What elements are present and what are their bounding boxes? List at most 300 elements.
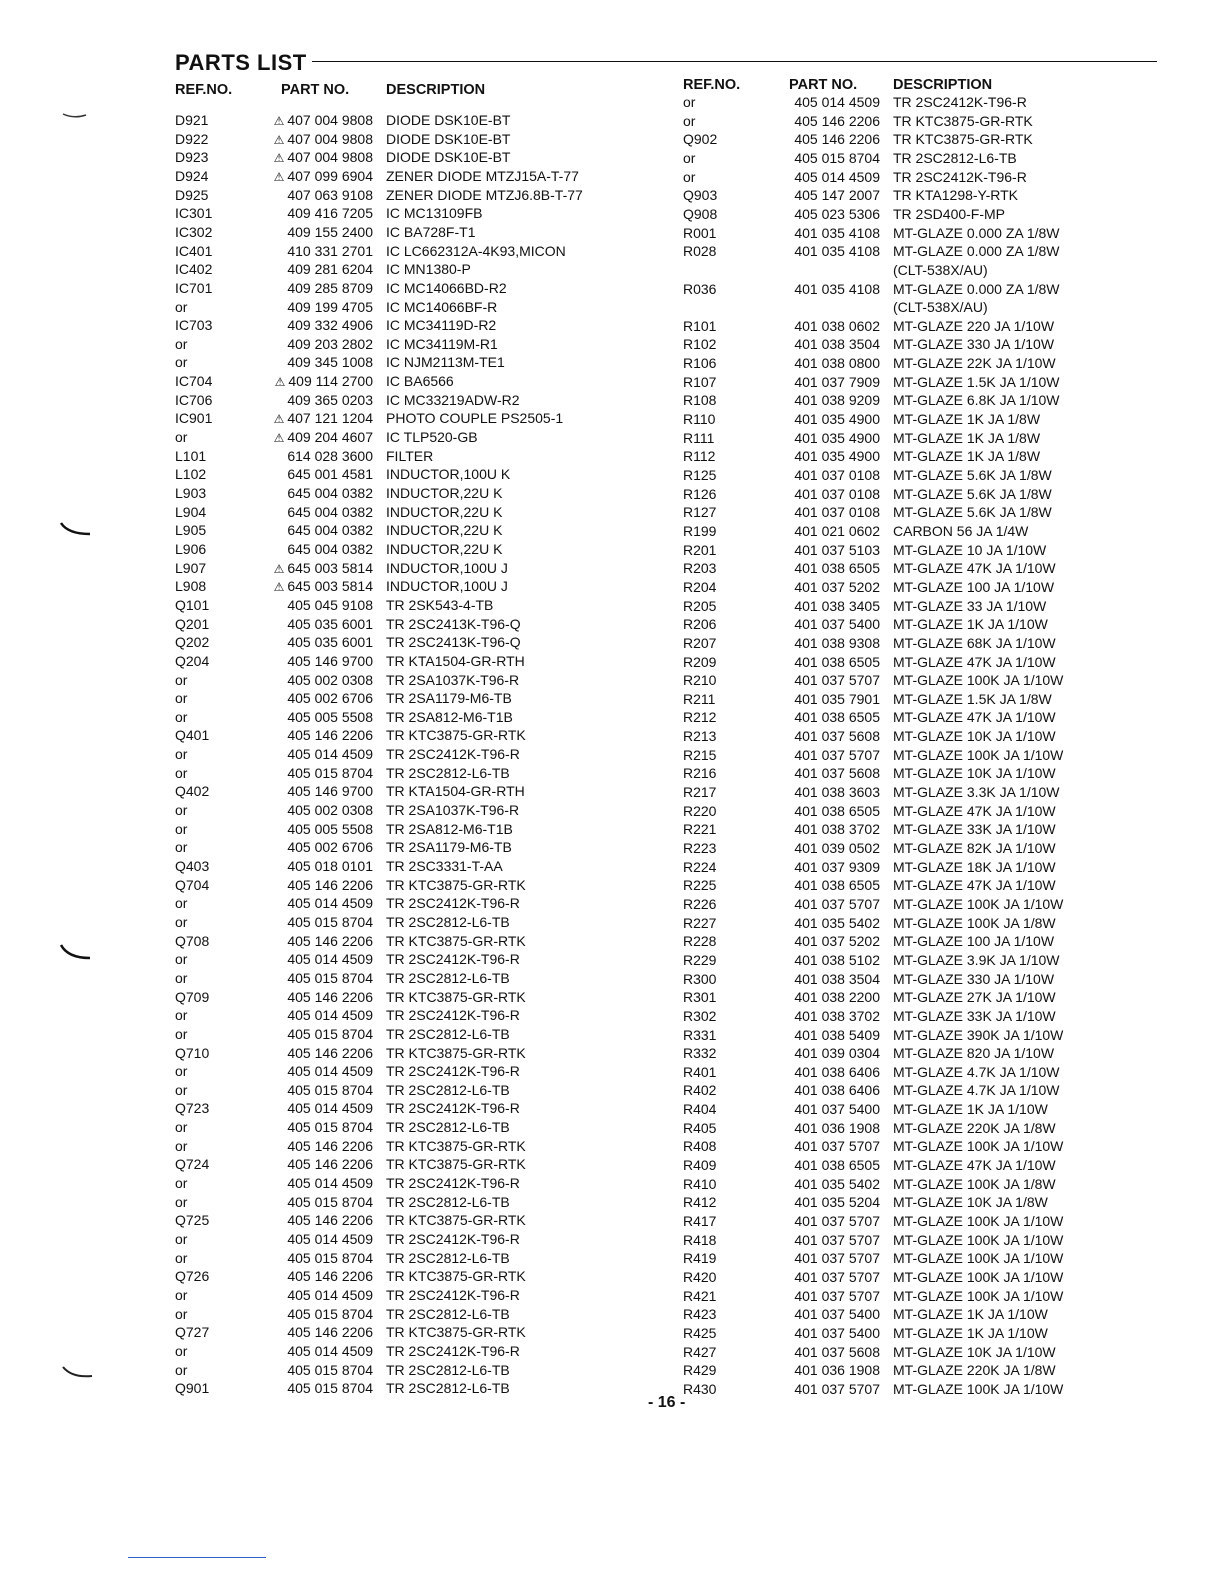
part-no <box>233 615 373 634</box>
description: MT-GLAZE 47K JA 1/10W <box>893 560 1056 577</box>
part-no <box>233 279 373 298</box>
description: MT-GLAZE 1K JA 1/8W <box>893 411 1041 428</box>
part-number: 409 285 8709 <box>287 279 373 296</box>
part-no <box>740 634 880 653</box>
description: TR KTC3875-GR-RTK <box>386 1212 526 1229</box>
part-no <box>740 447 880 466</box>
ref-no: IC706 <box>175 391 213 408</box>
table-row <box>683 708 1163 726</box>
part-number: 645 003 5814 <box>287 559 373 576</box>
part-no <box>233 298 373 317</box>
table-row <box>175 1249 655 1267</box>
table-row <box>175 465 655 483</box>
ref-no: Q903 <box>683 187 718 204</box>
part-no <box>233 242 373 261</box>
table-row <box>175 652 655 670</box>
part-no <box>740 876 880 895</box>
description: MT-GLAZE 1.5K JA 1/10W <box>893 373 1060 390</box>
page-title: PARTS LIST <box>175 50 307 75</box>
table-row <box>175 820 655 838</box>
ref-no: R001 <box>683 224 717 241</box>
description: TR KTC3875-GR-RTK <box>386 727 526 744</box>
table-row <box>683 802 1163 820</box>
ref-no: Q901 <box>175 1380 210 1397</box>
part-number: 401 038 6505 <box>794 877 880 894</box>
description: ZENER DIODE MTZJ6.8B-T-77 <box>386 186 583 203</box>
warning-icon: ⚠ <box>273 561 285 576</box>
ref-no: R302 <box>683 1007 717 1024</box>
table-row <box>683 1324 1163 1342</box>
ref-no: R226 <box>683 895 717 912</box>
part-no <box>233 1137 373 1156</box>
part-no <box>740 1137 880 1156</box>
table-row <box>175 857 655 875</box>
part-number: 409 332 4906 <box>287 317 373 334</box>
description: INDUCTOR,22U K <box>386 503 503 520</box>
ref-no: IC701 <box>175 279 213 296</box>
description: MT-GLAZE 100K JA 1/10W <box>893 672 1064 689</box>
description: TR 2SC2812-L6-TB <box>386 1193 510 1210</box>
part-number: 405 015 8704 <box>287 1305 373 1322</box>
table-row <box>683 1361 1163 1379</box>
ref-no: L906 <box>175 540 207 557</box>
description: (CLT-538X/AU) <box>893 299 988 316</box>
part-number: 405 014 4509 <box>794 94 880 110</box>
description: MT-GLAZE 10 JA 1/10W <box>893 541 1047 558</box>
ref-no: R423 <box>683 1306 717 1323</box>
part-no <box>740 354 880 373</box>
part-no <box>740 1212 880 1231</box>
part-no <box>233 988 373 1007</box>
table-row <box>175 913 655 931</box>
table-row <box>175 409 655 427</box>
table-row <box>683 634 1163 652</box>
table-row <box>683 1305 1163 1323</box>
table-row <box>683 1268 1163 1286</box>
table-row <box>175 130 655 148</box>
part-no <box>740 988 880 1007</box>
ref-no: L908 <box>175 578 207 595</box>
ref-no: Q726 <box>175 1268 210 1285</box>
header-ref-left: REF.NO. <box>175 82 233 98</box>
ref-no: or <box>175 913 188 930</box>
part-number: 409 416 7205 <box>287 205 373 222</box>
part-number: 405 146 2206 <box>794 131 880 148</box>
part-no <box>740 559 880 578</box>
part-no <box>233 465 373 484</box>
part-no <box>233 1230 373 1249</box>
table-row <box>175 353 655 371</box>
part-number: 401 038 5102 <box>794 951 880 968</box>
part-no <box>233 894 373 913</box>
part-no <box>233 745 373 764</box>
part-number: 401 037 5202 <box>794 578 880 595</box>
ref-no: R203 <box>683 560 717 577</box>
ref-no: or <box>175 690 188 707</box>
description: MT-GLAZE 100K JA 1/10W <box>893 1287 1064 1304</box>
part-number: 405 014 4509 <box>287 1342 373 1359</box>
part-number: 401 037 0108 <box>794 485 880 502</box>
warning-icon: ⚠ <box>273 412 285 427</box>
part-number: 401 036 1908 <box>794 1362 880 1379</box>
title-rule <box>312 61 1157 62</box>
ref-no: R419 <box>683 1250 717 1267</box>
description: IC BA728F-T1 <box>386 223 476 240</box>
part-number: 409 345 1008 <box>287 354 373 371</box>
ref-no: R036 <box>683 280 717 297</box>
ref-no: R401 <box>683 1063 717 1080</box>
description: TR KTC3875-GR-RTK <box>386 1156 526 1173</box>
ref-no: R225 <box>683 877 717 894</box>
ref-no: Q908 <box>683 205 718 222</box>
part-no <box>740 317 880 336</box>
part-number: 405 045 9108 <box>287 596 373 613</box>
description: TR KTC3875-GR-RTK <box>386 932 526 949</box>
part-no <box>233 652 373 671</box>
table-row <box>175 1305 655 1323</box>
part-number: 401 038 6505 <box>794 1157 880 1174</box>
part-no <box>740 1063 880 1082</box>
part-number: 405 146 2206 <box>287 932 373 949</box>
ref-no: L904 <box>175 503 207 520</box>
ref-no: R206 <box>683 616 717 633</box>
ref-no: L102 <box>175 466 207 483</box>
ref-no: R201 <box>683 541 717 558</box>
description: MT-GLAZE 820 JA 1/10W <box>893 1045 1055 1062</box>
description: MT-GLAZE 33 JA 1/10W <box>893 597 1047 614</box>
part-number: 405 005 5508 <box>287 708 373 725</box>
part-number: 405 146 2206 <box>287 1156 373 1173</box>
table-row <box>683 1231 1163 1249</box>
part-no <box>740 410 880 429</box>
ref-no: R410 <box>683 1175 717 1192</box>
ref-no: Q727 <box>175 1324 210 1341</box>
table-row <box>175 428 655 446</box>
part-number: 405 035 6001 <box>287 634 373 651</box>
table-row <box>683 597 1163 615</box>
part-number: 401 037 5400 <box>794 1324 880 1341</box>
table-row <box>683 447 1163 465</box>
table-row <box>175 596 655 614</box>
description: TR 2SC2412K-T96-R <box>386 1007 520 1024</box>
ref-no: R211 <box>683 690 716 707</box>
warning-icon: ⚠ <box>273 114 285 128</box>
description: MT-GLAZE 3.9K JA 1/10W <box>893 951 1060 968</box>
part-no <box>233 1361 373 1380</box>
part-no <box>233 316 373 335</box>
part-number: 401 035 4900 <box>794 411 880 428</box>
description: INDUCTOR,100U K <box>386 466 511 483</box>
table-row <box>683 690 1163 708</box>
table-row <box>175 801 655 819</box>
part-no <box>233 1342 373 1361</box>
description: INDUCTOR,22U K <box>386 540 503 557</box>
table-row <box>175 950 655 968</box>
part-no <box>233 820 373 839</box>
part-number: 405 015 8704 <box>287 1193 373 1210</box>
part-number: 405 146 2206 <box>287 727 373 744</box>
table-row <box>175 204 655 222</box>
ref-no: R199 <box>683 522 717 539</box>
part-no <box>740 224 880 243</box>
part-number: 401 037 5707 <box>794 672 880 689</box>
table-row <box>683 970 1163 988</box>
table-row <box>175 186 655 204</box>
part-number: 405 014 4509 <box>287 951 373 968</box>
ref-no: R420 <box>683 1268 717 1285</box>
table-row <box>683 410 1163 428</box>
part-no <box>233 559 373 578</box>
table-row <box>175 1211 655 1229</box>
ref-no: R215 <box>683 746 717 763</box>
part-no <box>233 876 373 895</box>
part-number: 409 199 4705 <box>287 298 373 315</box>
table-row <box>175 1081 655 1099</box>
part-no <box>233 1099 373 1118</box>
scan-mark <box>58 942 94 964</box>
table-row <box>683 130 1163 148</box>
ref-no: or <box>175 820 188 837</box>
ref-no: Q401 <box>175 727 210 744</box>
ref-no: or <box>175 335 188 352</box>
ref-no: or <box>175 1305 188 1322</box>
ref-no: R404 <box>683 1101 717 1118</box>
part-no <box>740 802 880 821</box>
ref-no: R332 <box>683 1045 717 1062</box>
table-row <box>175 615 655 633</box>
description: TR 2SC2812-L6-TB <box>386 1305 510 1322</box>
table-row <box>175 1379 655 1397</box>
description: TR 2SC2812-L6-TB <box>893 149 1017 166</box>
part-no <box>233 111 373 130</box>
table-row <box>175 148 655 166</box>
table-row <box>683 373 1163 391</box>
ref-no: D922 <box>175 130 209 147</box>
table-row <box>683 485 1163 503</box>
part-number: 401 037 5202 <box>794 933 880 950</box>
ref-no: or <box>175 1193 188 1210</box>
part-no <box>740 970 880 989</box>
description: TR 2SA1037K-T96-R <box>386 802 520 819</box>
part-number: 405 015 8704 <box>287 764 373 781</box>
table-row <box>683 914 1163 932</box>
part-number: 401 038 6505 <box>794 709 880 726</box>
description: TR 2SD400-F-MP <box>893 205 1006 222</box>
part-no <box>233 801 373 820</box>
part-number: 409 281 6204 <box>287 261 373 278</box>
table-row <box>683 578 1163 596</box>
description: MT-GLAZE 68K JA 1/10W <box>893 634 1056 651</box>
table-row <box>175 1118 655 1136</box>
ref-no: R209 <box>683 653 717 670</box>
description: TR 2SC2812-L6-TB <box>386 1081 510 1098</box>
ref-no: IC301 <box>175 205 213 222</box>
part-no <box>233 708 373 727</box>
part-number: 409 155 2400 <box>287 223 373 240</box>
description: MT-GLAZE 1K JA 1/10W <box>893 1324 1048 1341</box>
part-number: 645 004 0382 <box>287 503 373 520</box>
part-number: 405 146 2206 <box>287 1212 373 1229</box>
part-no <box>740 1156 880 1175</box>
table-row <box>683 988 1163 1006</box>
table-row <box>683 1193 1163 1211</box>
table-row <box>683 895 1163 913</box>
part-number: 405 023 5306 <box>794 205 880 222</box>
ref-no: or <box>175 298 188 315</box>
table-row <box>683 1343 1163 1361</box>
description: TR 2SC2812-L6-TB <box>386 913 510 930</box>
description: IC MC34119M-R1 <box>386 335 498 352</box>
ref-no: R417 <box>683 1213 717 1229</box>
ref-no: D925 <box>175 186 209 203</box>
table-row <box>175 726 655 744</box>
part-no <box>740 335 880 354</box>
description: DIODE DSK10E-BT <box>386 149 511 166</box>
ref-no: R101 <box>683 317 717 334</box>
description: TR 2SC2812-L6-TB <box>386 969 510 986</box>
table-row <box>683 149 1163 167</box>
part-no <box>740 298 880 317</box>
part-no <box>740 205 880 224</box>
ref-no: or <box>175 1063 188 1080</box>
part-no <box>740 541 880 560</box>
part-no <box>233 353 373 372</box>
table-row <box>683 168 1163 186</box>
part-no <box>740 1193 880 1212</box>
description: TR KTC3875-GR-RTK <box>893 112 1033 129</box>
part-no <box>233 633 373 652</box>
part-no <box>233 782 373 801</box>
part-number: 405 014 4509 <box>287 895 373 912</box>
part-no <box>233 1006 373 1025</box>
table-row <box>683 746 1163 764</box>
part-no <box>740 615 880 634</box>
part-number: 409 204 4607 <box>287 429 373 446</box>
table-row <box>683 1380 1163 1398</box>
part-no <box>740 932 880 951</box>
description: MT-GLAZE 1K JA 1/10W <box>893 1306 1048 1323</box>
warning-icon: ⚠ <box>273 169 285 184</box>
table-row <box>175 111 655 129</box>
ref-no: or <box>175 1025 188 1042</box>
part-number: 405 015 8704 <box>287 1361 373 1378</box>
table-row <box>683 112 1163 130</box>
ref-no: or <box>175 354 188 371</box>
ref-no: R107 <box>683 373 717 390</box>
description: MT-GLAZE 100K JA 1/10W <box>893 1380 1064 1397</box>
description: IC TLP520-GB <box>386 429 478 446</box>
description: IC MC14066BD-R2 <box>386 279 507 296</box>
part-number: 401 035 4900 <box>794 429 880 446</box>
part-number: 401 038 3702 <box>794 1007 880 1024</box>
part-number: 407 004 9808 <box>287 130 373 147</box>
part-number: 401 037 5400 <box>794 1101 880 1118</box>
table-row <box>683 653 1163 671</box>
part-no <box>233 950 373 969</box>
scan-mark <box>60 110 90 124</box>
ref-no: R227 <box>683 914 717 931</box>
part-no <box>233 1025 373 1044</box>
table-row <box>175 503 655 521</box>
table-row <box>683 932 1163 950</box>
ref-no: or <box>175 1081 188 1098</box>
description: IC LC662312A-4K93,MICON <box>386 242 566 259</box>
ref-no: R028 <box>683 243 717 260</box>
description: MT-GLAZE 33K JA 1/10W <box>893 821 1056 838</box>
table-row <box>175 1193 655 1211</box>
table-row <box>683 1287 1163 1305</box>
ref-no: R205 <box>683 597 717 614</box>
table-row <box>683 1007 1163 1025</box>
description: TR 2SC2812-L6-TB <box>386 1249 510 1266</box>
ref-no: Q710 <box>175 1044 210 1061</box>
description: INDUCTOR,100U J <box>386 578 508 595</box>
footer-line <box>128 1557 266 1558</box>
table-row <box>175 484 655 502</box>
part-number: 401 037 5707 <box>794 895 880 912</box>
part-number: 401 037 7909 <box>794 373 880 390</box>
table-row <box>683 186 1163 204</box>
part-number: 405 146 2206 <box>287 1324 373 1341</box>
description: MT-GLAZE 47K JA 1/10W <box>893 653 1056 670</box>
part-number: 405 014 4509 <box>287 1007 373 1024</box>
part-number: 407 121 1204 <box>287 410 373 427</box>
table-row <box>175 1062 655 1080</box>
table-row <box>683 858 1163 876</box>
part-no <box>740 746 880 765</box>
part-no <box>233 857 373 876</box>
part-number: 405 146 2206 <box>287 1137 373 1154</box>
part-number: 405 014 4509 <box>287 1175 373 1192</box>
part-number: 405 015 8704 <box>794 149 880 166</box>
description: TR KTC3875-GR-RTK <box>386 988 526 1005</box>
part-no <box>740 1361 880 1380</box>
part-no <box>233 1044 373 1063</box>
part-no <box>233 764 373 783</box>
part-number: 401 038 9209 <box>794 392 880 409</box>
part-number: 401 035 4900 <box>794 448 880 465</box>
description: INDUCTOR,100U J <box>386 559 508 576</box>
ref-no: R125 <box>683 467 717 483</box>
part-no <box>740 653 880 672</box>
description: MT-GLAZE 4.7K JA 1/10W <box>893 1082 1060 1099</box>
ref-no: R300 <box>683 970 717 987</box>
description: MT-GLAZE 1.5K JA 1/8W <box>893 690 1052 707</box>
description: MT-GLAZE 100K JA 1/10W <box>893 1138 1064 1155</box>
description: MT-GLAZE 220K JA 1/8W <box>893 1362 1056 1379</box>
part-number: 401 038 3504 <box>794 970 880 987</box>
description: TR KTA1504-GR-RTH <box>386 652 525 669</box>
description: MT-GLAZE 47K JA 1/10W <box>893 802 1056 819</box>
part-number: 405 146 2206 <box>287 988 373 1005</box>
table-row <box>683 1249 1163 1267</box>
part-no <box>233 260 373 279</box>
description: MT-GLAZE 100K JA 1/10W <box>893 895 1064 912</box>
ref-no: Q403 <box>175 858 210 874</box>
part-number: 401 037 5608 <box>794 1343 880 1360</box>
part-number: 401 038 3603 <box>794 784 880 801</box>
description: MT-GLAZE 100K JA 1/8W <box>893 1175 1056 1192</box>
part-no <box>233 1155 373 1174</box>
part-no <box>233 1267 373 1286</box>
part-number: 401 035 5402 <box>794 1175 880 1192</box>
part-no <box>740 1249 880 1268</box>
table-row <box>683 876 1163 894</box>
part-no <box>740 373 880 392</box>
part-number: 405 014 4509 <box>287 1100 373 1117</box>
table-row <box>175 372 655 390</box>
table-row <box>683 559 1163 577</box>
